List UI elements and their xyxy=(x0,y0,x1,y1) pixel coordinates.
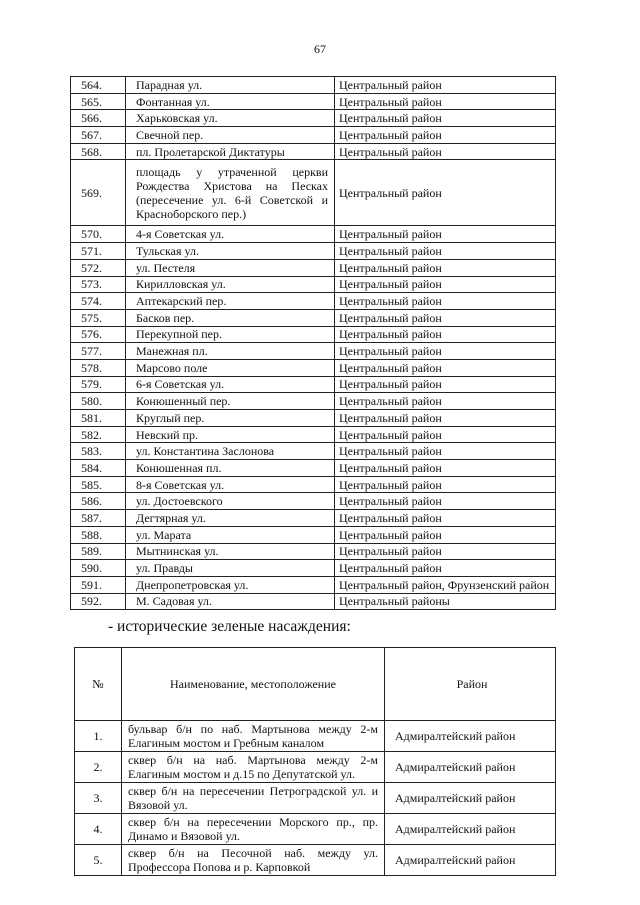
row-number: 586. xyxy=(71,493,126,510)
page-number: 67 xyxy=(314,42,326,56)
table-row xyxy=(71,376,556,393)
street-name: ул. Пестеля xyxy=(126,259,335,276)
district-name: Центральный район xyxy=(335,93,556,110)
street-name: пл. Пролетарской Диктатуры xyxy=(126,143,335,160)
row-number: 590. xyxy=(71,560,126,577)
table-row xyxy=(71,326,556,343)
district-name: Центральный район xyxy=(335,309,556,326)
street-name: М. Садовая ул. xyxy=(126,593,335,610)
street-name: Мытнинская ул. xyxy=(126,543,335,560)
row-number: 589. xyxy=(71,543,126,560)
district-name: Адмиралтейский район xyxy=(385,721,556,752)
table-row xyxy=(71,77,556,94)
district-name: Центральный район, Фрунзенский район xyxy=(335,576,556,593)
street-name: Аптекарский пер. xyxy=(126,293,335,310)
district-name: Центральный район xyxy=(335,410,556,427)
street-name: ул. Правды xyxy=(126,560,335,577)
row-number: 577. xyxy=(71,343,126,360)
table-row xyxy=(71,543,556,560)
district-name: Центральный район xyxy=(335,560,556,577)
district-name: Центральный район xyxy=(335,243,556,260)
row-number: 580. xyxy=(71,393,126,410)
row-number: 565. xyxy=(71,93,126,110)
location-name: сквер б/н на Песочной наб. между ул. Профессора Попова и р. Карповкой xyxy=(122,845,385,876)
row-number: 583. xyxy=(71,443,126,460)
table-row xyxy=(71,243,556,260)
district-name: Центральный район xyxy=(335,143,556,160)
street-name: Конюшенная пл. xyxy=(126,460,335,477)
district-name: Центральный район xyxy=(335,460,556,477)
street-name: Харьковская ул. xyxy=(126,110,335,127)
district-name: Центральный район xyxy=(335,476,556,493)
table-row xyxy=(71,359,556,376)
street-name: 4-я Советская ул. xyxy=(126,226,335,243)
table-row xyxy=(71,93,556,110)
table-row xyxy=(71,127,556,144)
row-number: 2. xyxy=(75,752,122,783)
table-row xyxy=(71,259,556,276)
district-name: Центральный район xyxy=(335,226,556,243)
street-name: ул. Марата xyxy=(126,526,335,543)
street-name: Невский пр. xyxy=(126,426,335,443)
row-number: 582. xyxy=(71,426,126,443)
street-name: Фонтанная ул. xyxy=(126,93,335,110)
location-name: сквер б/н на пересечении Морского пр., пр. Динамо и Вязовой ул. xyxy=(122,814,385,845)
table-row xyxy=(71,393,556,410)
district-name: Центральный район xyxy=(335,127,556,144)
row-number: 573. xyxy=(71,276,126,293)
street-name: Конюшенный пер. xyxy=(126,393,335,410)
table-row xyxy=(71,343,556,360)
table-row xyxy=(71,510,556,527)
street-name: Тульская ул. xyxy=(126,243,335,260)
table-row xyxy=(71,560,556,577)
district-name: Адмиралтейский район xyxy=(385,845,556,876)
street-name: ул. Достоевского xyxy=(126,493,335,510)
row-number: 564. xyxy=(71,77,126,94)
street-name: площадь у утраченной церкви Рождества Христова на Песках (пересечение ул. 6-й Советской и Красноборского пер.) xyxy=(126,160,335,226)
street-name: 6-я Советская ул. xyxy=(126,376,335,393)
section-heading: - исторические зеленые насаждения: xyxy=(108,618,351,635)
district-name: Адмиралтейский район xyxy=(385,814,556,845)
table-row xyxy=(71,576,556,593)
row-number: 4. xyxy=(75,814,122,845)
district-name: Центральный район xyxy=(335,276,556,293)
table-row xyxy=(71,226,556,243)
table-row xyxy=(71,143,556,160)
table-row xyxy=(71,410,556,427)
table-row xyxy=(71,443,556,460)
district-name: Центральный район xyxy=(335,343,556,360)
district-name: Адмиралтейский район xyxy=(385,752,556,783)
row-number: 584. xyxy=(71,460,126,477)
location-name: сквер б/н на наб. Мартынова между 2-м Елагиным мостом и д.15 по Депутатской ул. xyxy=(122,752,385,783)
district-name: Центральный район xyxy=(335,326,556,343)
row-number: 570. xyxy=(71,226,126,243)
district-name: Центральный район xyxy=(335,543,556,560)
table-row xyxy=(71,526,556,543)
header-district: Район xyxy=(385,648,556,721)
district-name: Центральный район xyxy=(335,293,556,310)
row-number: 571. xyxy=(71,243,126,260)
location-name: сквер б/н на пересечении Петроградской ул. и Вязовой ул. xyxy=(122,783,385,814)
table-row xyxy=(75,783,556,814)
street-name: Басков пер. xyxy=(126,309,335,326)
district-name: Центральный район xyxy=(335,426,556,443)
table-header-row xyxy=(75,648,556,721)
table-row xyxy=(75,721,556,752)
street-name: ул. Константина Заслонова xyxy=(126,443,335,460)
district-name: Центральный район xyxy=(335,376,556,393)
streets-table xyxy=(70,76,556,610)
street-name: Круглый пер. xyxy=(126,410,335,427)
header-number: № xyxy=(75,648,122,721)
street-name: Парадная ул. xyxy=(126,77,335,94)
row-number: 572. xyxy=(71,259,126,276)
street-name: Манежная пл. xyxy=(126,343,335,360)
street-name: Свечной пер. xyxy=(126,127,335,144)
table-row xyxy=(75,814,556,845)
row-number: 567. xyxy=(71,127,126,144)
row-number: 579. xyxy=(71,376,126,393)
district-name: Центральный район xyxy=(335,493,556,510)
district-name: Центральный район xyxy=(335,259,556,276)
row-number: 585. xyxy=(71,476,126,493)
table-row xyxy=(71,293,556,310)
street-name: Днепропетровская ул. xyxy=(126,576,335,593)
district-name: Адмиралтейский район xyxy=(385,783,556,814)
district-name: Центральный район xyxy=(335,160,556,226)
row-number: 581. xyxy=(71,410,126,427)
row-number: 592. xyxy=(71,593,126,610)
row-number: 569. xyxy=(71,160,126,226)
street-name: Дегтярная ул. xyxy=(126,510,335,527)
row-number: 1. xyxy=(75,721,122,752)
header-name: Наименование, местоположение xyxy=(122,648,385,721)
district-name: Центральный район xyxy=(335,110,556,127)
row-number: 3. xyxy=(75,783,122,814)
table-row xyxy=(71,426,556,443)
row-number: 574. xyxy=(71,293,126,310)
district-name: Центральный район xyxy=(335,393,556,410)
row-number: 568. xyxy=(71,143,126,160)
street-name: 8-я Советская ул. xyxy=(126,476,335,493)
district-name: Центральный район xyxy=(335,77,556,94)
green-spaces-table xyxy=(74,647,556,876)
table-row xyxy=(75,752,556,783)
table-row xyxy=(71,460,556,477)
table-row xyxy=(71,493,556,510)
row-number: 576. xyxy=(71,326,126,343)
table-row xyxy=(71,476,556,493)
row-number: 587. xyxy=(71,510,126,527)
table-row xyxy=(71,593,556,610)
district-name: Центральный район xyxy=(335,443,556,460)
street-name: Кирилловская ул. xyxy=(126,276,335,293)
street-name: Перекупной пер. xyxy=(126,326,335,343)
row-number: 591. xyxy=(71,576,126,593)
district-name: Центральный район xyxy=(335,526,556,543)
district-name: Центральный район xyxy=(335,510,556,527)
table-row xyxy=(71,160,556,226)
row-number: 588. xyxy=(71,526,126,543)
row-number: 5. xyxy=(75,845,122,876)
row-number: 578. xyxy=(71,359,126,376)
location-name: бульвар б/н по наб. Мартынова между 2-м Елагиным мостом и Гребным каналом xyxy=(122,721,385,752)
street-name: Марсово поле xyxy=(126,359,335,376)
row-number: 566. xyxy=(71,110,126,127)
table-row xyxy=(75,845,556,876)
row-number: 575. xyxy=(71,309,126,326)
table-row xyxy=(71,276,556,293)
district-name: Центральный район xyxy=(335,359,556,376)
table-row xyxy=(71,309,556,326)
table-row xyxy=(71,110,556,127)
district-name: Центральный районы xyxy=(335,593,556,610)
